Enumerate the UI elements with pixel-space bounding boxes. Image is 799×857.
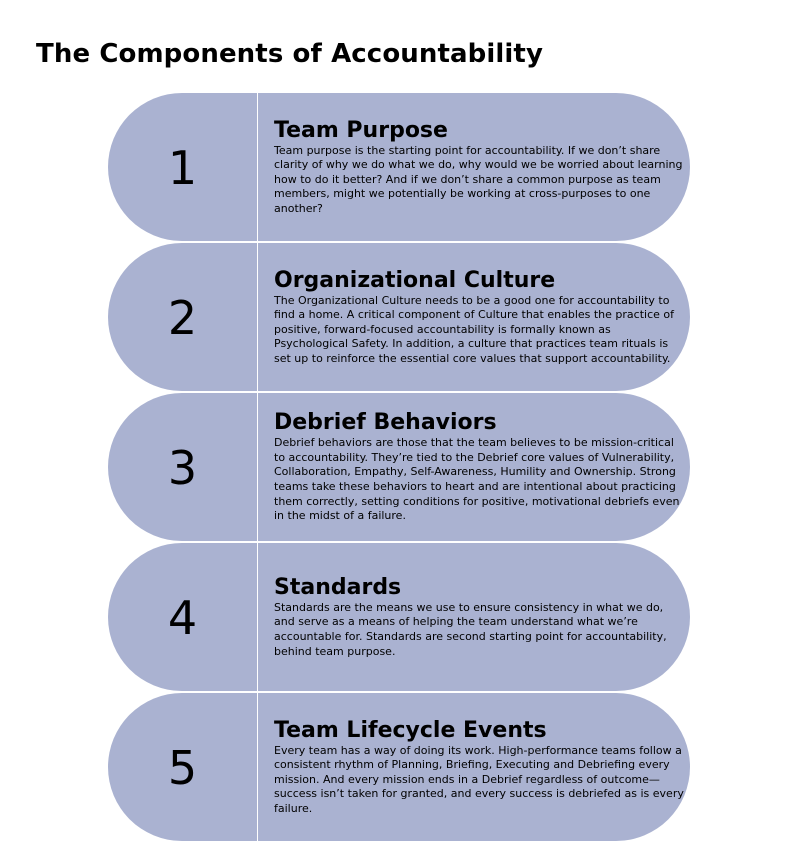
component-title: Debrief Behaviors — [274, 410, 497, 436]
component-item-standards — [108, 543, 690, 691]
component-content — [274, 93, 684, 241]
component-number: 2 — [167, 291, 198, 345]
component-description: Team purpose is the starting point for accountability. If we don’t share clarity of why we do what we do, why would we be worried about learning how to do it better? And if we don’t share a common purpose as team members, might we potentially be working at cross-purposes to one another? — [274, 143, 683, 215]
divider — [257, 393, 258, 541]
component-item-team-lifecycle-events — [108, 693, 690, 841]
component-content — [274, 693, 684, 841]
component-title: Standards — [274, 574, 402, 600]
component-description: Debrief behaviors are those that the team believes to be mission-critical to accountability. They’re tied to the Debrief core values of Vulnerability, Collaboration, Empathy, Self-Awareness, Humility and Ownership. Strong teams take these behaviors to heart and are intentional about practicing them correctly, setting conditions for positive, motivational debriefs even in the midst of a failure. — [274, 436, 680, 523]
component-description: The Organizational Culture needs to be a good one for accountability to find a home. A critical component of Culture that enables the practice of positive, forward-focused accountability is formally known as Psychological Safety. In addition, a culture that practices team rituals is set up to reinforce the essential core values that support accountability. — [274, 293, 674, 365]
component-item-organizational-culture — [108, 243, 690, 391]
component-content — [274, 243, 684, 391]
divider — [257, 93, 258, 241]
component-number: 4 — [167, 591, 198, 645]
component-title: Team Purpose — [274, 117, 448, 143]
component-number: 5 — [167, 741, 198, 795]
component-number: 3 — [167, 441, 198, 495]
component-content — [274, 393, 684, 541]
component-title: Organizational Culture — [274, 267, 556, 293]
component-item-team-purpose — [108, 93, 690, 241]
component-description: Standards are the means we use to ensure consistency in what we do, and serve as a means of helping the team understand what we’re accountable for. Standards are second starting point for accountability, behind team purpose. — [274, 600, 667, 658]
divider — [257, 693, 258, 841]
component-title: Team Lifecycle Events — [274, 717, 547, 743]
component-item-debrief-behaviors — [108, 393, 690, 541]
component-number: 1 — [167, 141, 198, 195]
page-title: The Components of Accountability — [36, 39, 544, 69]
component-description: Every team has a way of doing its work. High-performance teams follow a consistent rhythm of Planning, Briefing, Executing and Debriefing every mission. And every mission ends in a Debrief regardless of outcome—success isn’t taken for granted, and every success is debriefed as is every failure. — [274, 743, 684, 815]
divider — [257, 543, 258, 691]
component-content — [274, 543, 684, 691]
divider — [257, 243, 258, 391]
components-list — [108, 93, 690, 841]
